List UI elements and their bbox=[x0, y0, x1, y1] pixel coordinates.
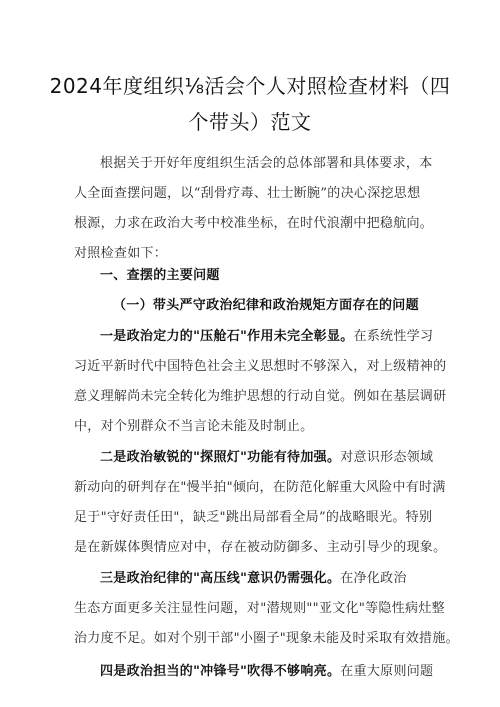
para4-line-1 bbox=[100, 660, 433, 679]
intro-line-3: 根源，力求在政治大考中校准坐标，在时代浪潮中把稳航向。 bbox=[74, 216, 434, 231]
para3-text-1: 在净化政治 bbox=[340, 571, 407, 586]
para3-line-3: 治力度不足。如对个别干部"小圈子"现象未能及时采取有效措施。 bbox=[74, 631, 459, 646]
para2-line-4: 是在新媒体舆情应对中，存在被动防御多、主动引导少的现象。 bbox=[74, 540, 447, 555]
document-title-line-1: 2024年度组织⅛活会个人对照检查材料（四 bbox=[49, 74, 451, 98]
para2-line-3: 足于"守好责任田"，缺乏"跳出局部看全局”的战略眼光。特别 bbox=[74, 510, 433, 525]
subsection-heading: （一）带头严守政治纪律和政治规矩方面存在的问题 bbox=[113, 298, 419, 313]
intro-line-4: 对照检查如下： bbox=[74, 246, 168, 261]
para2-line-2: 新动向的研判存在"慢半拍"倾向，在防范化解重大风险中有时满 bbox=[74, 480, 446, 495]
para1-text-1: 在系统性学习 bbox=[353, 329, 434, 344]
para2-line-1 bbox=[100, 446, 433, 465]
intro-line-2: 人全面查摆问题，以“刮骨疗毒、壮士断腕”的决心深挖思想 bbox=[74, 186, 421, 201]
para2-text-1: 对意识形态领域 bbox=[340, 450, 434, 465]
para4-text-1: 在重大原则问题 bbox=[340, 664, 434, 679]
para1-lead: 一是政治定力的"压舱石"作用未完全彰显。 bbox=[100, 329, 354, 344]
para1-line-3: 意义理解尚未完全转化为维护思想的行动自觉。例如在基层调研 bbox=[74, 389, 447, 404]
para3-line-1 bbox=[100, 567, 407, 586]
section-heading: 一、查摆的主要问题 bbox=[100, 268, 220, 283]
para3-line-2: 生态方面更多关注显性问题，对"潜规则""亚文化"等隐性病灶整 bbox=[74, 601, 445, 616]
para4-lead: 四是政治担当的"冲锋号"吹得不够响亮。 bbox=[100, 664, 341, 679]
para3-lead: 三是政治纪律的"高压线"意识仍需强化。 bbox=[100, 571, 341, 586]
para1-line-4: 中，对个别群众不当言论未能及时制止。 bbox=[74, 419, 314, 434]
para2-lead: 二是政治敏锐的"探照灯"功能有待加强。 bbox=[100, 450, 341, 465]
intro-line-1: 根据关于开好年度组织生活会的总体部署和具体要求，本 bbox=[100, 156, 433, 171]
para1-line-2: 习近平新时代中国特色社会主义思想时不够深入，对上级精神的 bbox=[74, 359, 447, 374]
document-title-line-2: 个带头）范文 bbox=[188, 110, 312, 134]
para1-line-1 bbox=[100, 325, 433, 344]
